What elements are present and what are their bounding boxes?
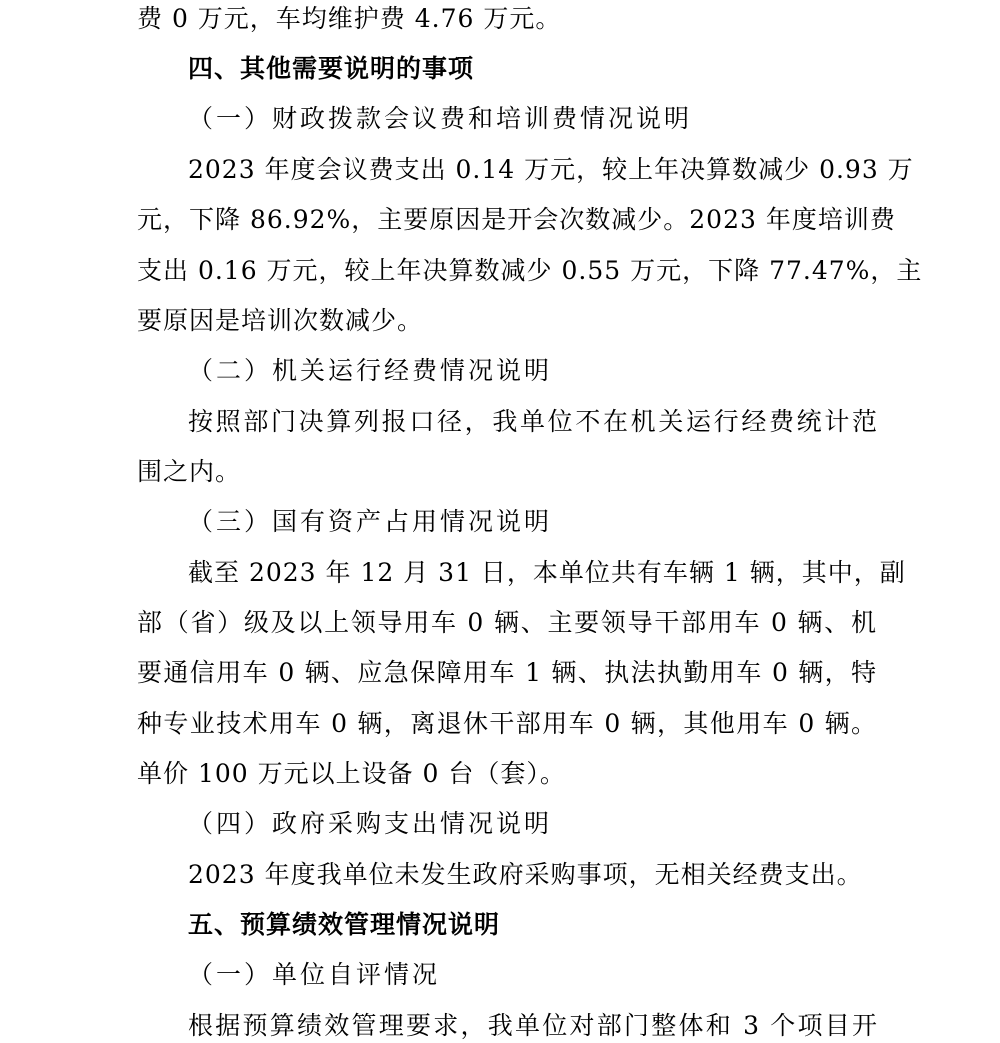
paragraph-line: 要通信用车 0 辆、应急保障用车 1 辆、执法执勤用车 0 辆，特 bbox=[137, 658, 877, 687]
paragraph-line: 2023 年度我单位未发生政府采购事项，无相关经费支出。 bbox=[188, 860, 863, 889]
paragraph-line: 单价 100 万元以上设备 0 台（套）。 bbox=[137, 759, 566, 788]
section-heading-4: 四、其他需要说明的事项 bbox=[188, 54, 475, 83]
subsection-heading-operating-expenses: （二）机关运行经费情况说明 bbox=[188, 356, 553, 385]
paragraph-line: 部（省）级及以上领导用车 0 辆、主要领导干部用车 0 辆、机 bbox=[137, 608, 877, 637]
paragraph-line: 截至 2023 年 12 月 31 日，本单位共有车辆 1 辆，其中，副 bbox=[188, 558, 906, 587]
paragraph-line: 支出 0.16 万元，较上年决算数减少 0.55 万元，下降 77.47%，主 bbox=[137, 256, 923, 285]
paragraph-line: 根据预算绩效管理要求，我单位对部门整体和 3 个项目开 bbox=[188, 1011, 878, 1040]
paragraph-line: 按照部门决算列报口径，我单位不在机关运行经费统计范 bbox=[188, 407, 878, 436]
subsection-heading-self-evaluation: （一）单位自评情况 bbox=[188, 960, 441, 989]
paragraph-line: 要原因是培训次数减少。 bbox=[137, 306, 424, 335]
paragraph-line: 围之内。 bbox=[137, 457, 242, 486]
subsection-heading-procurement: （四）政府采购支出情况说明 bbox=[188, 809, 553, 838]
subsection-heading-state-assets: （三）国有资产占用情况说明 bbox=[188, 507, 553, 536]
subsection-heading-meeting-training: （一）财政拨款会议费和培训费情况说明 bbox=[188, 104, 693, 133]
paragraph-line: 2023 年度会议费支出 0.14 万元，较上年决算数减少 0.93 万 bbox=[188, 155, 914, 184]
section-heading-5: 五、预算绩效管理情况说明 bbox=[188, 910, 501, 939]
paragraph-line: 费 0 万元，车均维护费 4.76 万元。 bbox=[137, 4, 562, 33]
paragraph-line: 元，下降 86.92%，主要原因是开会次数减少。2023 年度培训费 bbox=[137, 205, 896, 234]
paragraph-line: 种专业技术用车 0 辆，离退休干部用车 0 辆，其他用车 0 辆。 bbox=[137, 709, 877, 738]
